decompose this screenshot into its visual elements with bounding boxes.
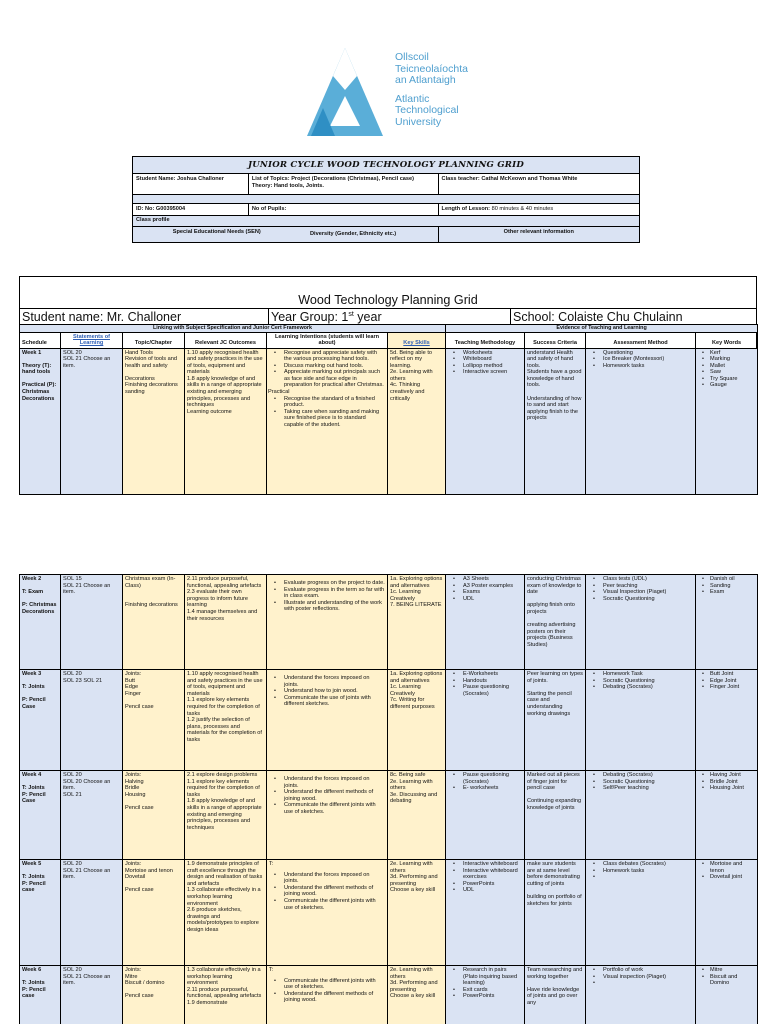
outcomes-cell: 2.1 explore design problems 1.1 explore key elements required for the completion of tasks 1.8 apply knowledge of and skills in a range of appropriate existing and emerging principles, processes and techniques bbox=[185, 771, 267, 860]
list-item: • Mortoise and tenon bbox=[698, 861, 755, 874]
outcomes-cell: 1.3 collaborate effectively in a workshop learning environment 2.11 produce purposeful, functional, appealing artefacts 1.9 demonstrate bbox=[185, 966, 267, 1024]
list-item: • Edge Joint bbox=[698, 678, 755, 685]
col-schedule: Schedule bbox=[20, 332, 61, 348]
intentions-cell: • Recognise and appreciate safety with the various processing hand tools. • Discuss marking out hand tools. • Appreciate marking out principals such as face side and face edge in preparation for practical after Christmas. Practical • Recognise the standard of a finished product. • Taking care when sanding and making sure finished piece is to standard capable of the student. bbox=[267, 348, 388, 494]
list-item: • Socratic Questioning bbox=[588, 596, 693, 603]
planning-grid-header-row bbox=[20, 308, 756, 325]
col-assessment: Assessment Method bbox=[586, 332, 696, 348]
planning-grid-title: Wood Technology Planning Grid bbox=[298, 293, 478, 307]
col-topic: Topic/Chapter bbox=[123, 332, 185, 348]
topic-cell: Hand Tools Revision of tools and health and safety Decorations Finishing decorations sanding bbox=[123, 348, 185, 494]
list-item: • Housing Joint bbox=[698, 785, 755, 792]
key-skills-cell: 5d. Being able to reflect on my learning. 2e. Learning with others 4c. Thinking creatively and critically bbox=[388, 348, 446, 494]
list-item: • Illustrate and understanding of the work with poster reflections. bbox=[269, 600, 385, 613]
list-item: • Exams bbox=[448, 589, 522, 596]
outcomes-cell: 1.9 demonstrate principles of craft excellence through the design and realisation of tasks and artefacts 1.3 collaborate effectively in a workshop learning environment 2.6 produce sketches, drawings and models/prototypes to explore design ideas bbox=[185, 860, 267, 966]
list-item: • Understand the forces imposed on joints. bbox=[269, 776, 385, 789]
list-item: • Evaluate progress on the project to date. bbox=[269, 580, 385, 587]
methodology-cell bbox=[446, 966, 525, 1024]
year-group-label: Year Group: 1st year bbox=[268, 309, 510, 325]
framework-band: Linking with Subject Specification and Junior Cert Framework bbox=[20, 325, 446, 333]
intentions-cell bbox=[267, 771, 388, 860]
blank-row bbox=[133, 195, 640, 204]
table-row bbox=[20, 860, 758, 966]
success-cell: understand Health and safety of hand tools. Students have a good knowledge of hand tools. Understanding of how to sand and start applying finish to the projects bbox=[525, 348, 586, 494]
statements-cell: SOL 15 SOL 21 Choose an item. bbox=[61, 575, 123, 670]
evidence-band: Evidence of Teaching and Learning bbox=[446, 325, 758, 333]
list-item: • Socratic Questioning bbox=[588, 779, 693, 786]
table-row bbox=[20, 348, 758, 494]
list-item: • Socratic Questioning bbox=[588, 678, 693, 685]
list-item: • Dovetail joint bbox=[698, 874, 755, 881]
pupils-cell: No of Pupils: bbox=[248, 204, 438, 216]
diversity-label: Diversity (Gender, Ethnicity etc.) bbox=[310, 231, 397, 237]
id-cell: ID: No: G00395004 bbox=[133, 204, 249, 216]
assessment-cell bbox=[586, 860, 696, 966]
list-item: • Class tests (UDL) bbox=[588, 576, 693, 583]
intentions-cell bbox=[267, 575, 388, 670]
list-item: • Understand how to join wood. bbox=[269, 688, 385, 695]
keywords-cell bbox=[696, 670, 758, 771]
intentions-cell: T: • Understand the forces imposed on joints. • Understand the different methods of joining wood. • Communicate the different joints with use of sketches. bbox=[267, 860, 388, 966]
atu-logo bbox=[305, 44, 495, 144]
success-cell: Team researching and working together Have ride knowledge of joints and go over any bbox=[525, 966, 586, 1024]
statements-cell: SOL 20 SOL 21 Choose an item. bbox=[61, 966, 123, 1024]
success-cell: Marked out all pieces of finger joint for pencil case Continuing expanding knowledge of joints bbox=[525, 771, 586, 860]
list-item: • UDL bbox=[448, 596, 522, 603]
schedule-cell: Week 1 Theory (T): hand tools Practical (P): Christmas Decorations bbox=[20, 348, 61, 494]
list-item: • Danish oil bbox=[698, 576, 755, 583]
table-row bbox=[20, 575, 758, 670]
outcomes-cell: 1.10 apply recognised health and safety practices in the use of tools, equipment and materials 1.1 explore key elements required for the completion of tasks 1.2 justify the selection of plans, processes and materials for the completion of tasks bbox=[185, 670, 267, 771]
list-item: • Understand the different methods of joining wood. bbox=[269, 885, 385, 898]
table-row bbox=[20, 670, 758, 771]
topic-cell: Joints: Mortoise and tenon Dovetail Pencil case bbox=[123, 860, 185, 966]
statements-cell: SOL 20 SOL 21 Choose an item. bbox=[61, 860, 123, 966]
list-item: • Evaluate progress in the term so far with in class exam. bbox=[269, 587, 385, 600]
lesson-length-cell: Length of Lesson: 80 minutes & 40 minutes bbox=[438, 204, 639, 216]
keywords-cell bbox=[696, 771, 758, 860]
assessment-cell: • Questioning • Ice Breaker (Montessori) • Homework tasks bbox=[586, 348, 696, 494]
list-item: • Exit cards bbox=[448, 987, 522, 994]
outcomes-cell: 1.10 apply recognised health and safety practices in the use of tools, equipment and materials 1.8 apply knowledge of and skills in a range of appropriate existing and emerging principles, processes and techniques Learning outcome bbox=[185, 348, 267, 494]
list-item: • Exam bbox=[698, 589, 755, 596]
success-cell: Peer learning on types of joints. Starting the pencil case and understanding working drawings bbox=[525, 670, 586, 771]
list-item: • Portfolio of work bbox=[588, 967, 693, 974]
grid-title: JUNIOR CYCLE WOOD TECHNOLOGY PLANNING GRID bbox=[133, 157, 640, 174]
atu-triangle-logo-icon bbox=[305, 44, 385, 140]
schedule-cell: Week 3 T: Joints P: Pencil Case bbox=[20, 670, 61, 771]
list-item: • Understand the forces imposed on joints. bbox=[269, 872, 385, 885]
list-item: • Finger Joint bbox=[698, 684, 755, 691]
student-name-cell: Student Name: Joshua Challoner bbox=[133, 174, 249, 195]
schedule-cell: Week 6 T: Joints P: Pencil case bbox=[20, 966, 61, 1024]
methodology-cell bbox=[446, 575, 525, 670]
col-success: Success Criteria bbox=[525, 332, 586, 348]
methodology-cell: • Worksheets • Whiteboard • Lollipop method • Interactive screen bbox=[446, 348, 525, 494]
junior-cycle-planning-grid bbox=[132, 156, 640, 243]
list-item: • Handouts bbox=[448, 678, 522, 685]
list-item: • Pause questioning (Socrates) bbox=[448, 772, 522, 785]
key-skills-cell: 1a. Exploring options and alternatives 1c. Learning Creatively 7. BEING LITERATE bbox=[388, 575, 446, 670]
outcomes-cell: 2.11 produce purposeful, functional, appealing artefacts 2.3 evaluate their own progress to inform future learning 1.4 manage themselves and their resources bbox=[185, 575, 267, 670]
keywords-cell bbox=[696, 575, 758, 670]
list-item: • Homework tasks bbox=[588, 868, 693, 875]
list-item: • Interactive whiteboard exercises bbox=[448, 868, 522, 881]
list-item: • E-Worksheets bbox=[448, 671, 522, 678]
list-item: • Understand the different methods of joining wood. bbox=[269, 789, 385, 802]
success-cell: conducting Christmas exam of knowledge to date applying finish onto projects creating advertising posters on their projects (Business Studies) bbox=[525, 575, 586, 670]
assessment-cell bbox=[586, 670, 696, 771]
list-item: • Visual Inspection (Piaget) bbox=[588, 589, 693, 596]
topic-cell: Joints: Butt Edge Finger Pencil case bbox=[123, 670, 185, 771]
list-item: • Class debates (Socrates) bbox=[588, 861, 693, 868]
list-item: • Communicate the different joints with use of sketches. bbox=[269, 898, 385, 911]
methodology-cell bbox=[446, 771, 525, 860]
col-statements: Statements of Learning bbox=[61, 332, 123, 348]
table-row bbox=[20, 966, 758, 1024]
statements-cell: SOL 20 SOL 20 Choose an item. SOL 21 bbox=[61, 771, 123, 860]
atu-logo-text: Ollscoil Teicneolaíochta an Atlantaigh Atlantic Technological University bbox=[395, 51, 468, 128]
school-label: School: Colaiste Chu Chulainn bbox=[510, 309, 758, 325]
assessment-cell bbox=[586, 771, 696, 860]
col-keywords: Key Words bbox=[696, 332, 758, 348]
class-teacher-cell: Class teacher: Cathal McKeown and Thomas White bbox=[438, 174, 639, 195]
statements-cell: SOL 20 SOL 21 Choose an item. bbox=[61, 348, 123, 494]
keywords-cell bbox=[696, 860, 758, 966]
intentions-cell bbox=[267, 670, 388, 771]
keywords-cell: • Kerf • Marking • Mallet • Saw • Try Square • Gauge bbox=[696, 348, 758, 494]
list-item: • Biscuit and Domino bbox=[698, 974, 755, 987]
intentions-cell: T: • Communicate the different joints with use of sketches. • Understand the different methods of joining wood. bbox=[267, 966, 388, 1024]
topic-cell: Joints: Halving Bridle Housing Pencil case bbox=[123, 771, 185, 860]
schedule-cell: Week 4 T: Joints P: Pencil Case bbox=[20, 771, 61, 860]
schedule-cell: Week 5 T: Joints P: Pencil case bbox=[20, 860, 61, 966]
key-skills-cell: 2e. Learning with others 3d. Performing and presenting Choose a key skill bbox=[388, 860, 446, 966]
list-item: • Communicate the different joints with use of sketches. bbox=[269, 978, 385, 991]
assessment-cell bbox=[586, 575, 696, 670]
class-profile-label: Class profile bbox=[133, 216, 640, 227]
list-item: • PowerPoints bbox=[448, 993, 522, 1000]
list-item: • Mitre bbox=[698, 967, 755, 974]
col-intentions: Learning Intentions (students will learn about) bbox=[267, 332, 388, 348]
list-item: • Self/Peer teaching bbox=[588, 785, 693, 792]
list-item: • Pause questioning (Socrates) bbox=[448, 684, 522, 697]
key-skills-cell: 1a. Exploring options and alternatives 1c. Learning Creatively 7c. Writing for different purposes bbox=[388, 670, 446, 771]
keywords-cell bbox=[696, 966, 758, 1024]
week1-table bbox=[19, 324, 758, 495]
assessment-cell bbox=[586, 966, 696, 1024]
success-cell: make sure students are at same level before demonstrating cutting of joints building on portfolio of sketches for joints bbox=[525, 860, 586, 966]
weeks-table bbox=[19, 574, 758, 1024]
col-outcomes: Relevant JC Outcomes bbox=[185, 332, 267, 348]
list-item: • Visual inspection (Piaget) bbox=[588, 974, 693, 981]
list-item: • Peer teaching bbox=[588, 583, 693, 590]
list-item: • Communicate the use of joints with different sketches. bbox=[269, 695, 385, 708]
list-item: • Homework Task bbox=[588, 671, 693, 678]
list-item: • Understand the different methods of joining wood. bbox=[269, 991, 385, 1004]
methodology-cell bbox=[446, 860, 525, 966]
list-item: • PowerPoints bbox=[448, 881, 522, 888]
table-row bbox=[20, 771, 758, 860]
list-item: • Interactive whiteboard bbox=[448, 861, 522, 868]
topic-cell: Christmas exam (In-Class) Finishing decorations bbox=[123, 575, 185, 670]
list-item: • E- worksheets bbox=[448, 785, 522, 792]
list-item: • Research in pairs (Plato inquiring based learning) bbox=[448, 967, 522, 987]
col-methodology: Teaching Methodology bbox=[446, 332, 525, 348]
sen-label: Special Educational Needs (SEN) bbox=[133, 227, 439, 243]
list-item: • Butt Joint bbox=[698, 671, 755, 678]
schedule-cell: Week 2 T: Exam P: Christmas Decorations bbox=[20, 575, 61, 670]
list-item: • A3 Sheets bbox=[448, 576, 522, 583]
student-name-label: Student name: Mr. Challoner bbox=[22, 310, 182, 324]
key-skills-cell: 2e. Learning with others 3d. Performing and presenting Choose a key skill bbox=[388, 966, 446, 1024]
list-item: • A3 Poster examples bbox=[448, 583, 522, 590]
methodology-cell bbox=[446, 670, 525, 771]
key-skills-cell: 8c. Being safe 2e. Learning with others 3e. Discussing and debating bbox=[388, 771, 446, 860]
other-info-label: Other relevant information bbox=[438, 227, 639, 243]
statements-cell: SOL 20 SOL 23 SOL 21 bbox=[61, 670, 123, 771]
list-item: • Communicate the different joints with use of sketches. bbox=[269, 802, 385, 815]
list-item: • UDL bbox=[448, 887, 522, 894]
topic-cell: Joints: Mitre Biscuit / domino Pencil case bbox=[123, 966, 185, 1024]
topics-cell: List of Topics: Project (Decorations (Christmas), Pencil case) Theory: Hand tools, Joints. bbox=[248, 174, 438, 195]
list-item: • Understand the forces imposed on joints. bbox=[269, 675, 385, 688]
col-key-skills: Key Skills bbox=[388, 332, 446, 348]
list-item: • Bridle Joint bbox=[698, 779, 755, 786]
list-item: • Debating (Socrates) bbox=[588, 684, 693, 691]
list-item: • Having Joint bbox=[698, 772, 755, 779]
list-item: • Debating (Socrates) bbox=[588, 772, 693, 779]
list-item: • Sanding bbox=[698, 583, 755, 590]
